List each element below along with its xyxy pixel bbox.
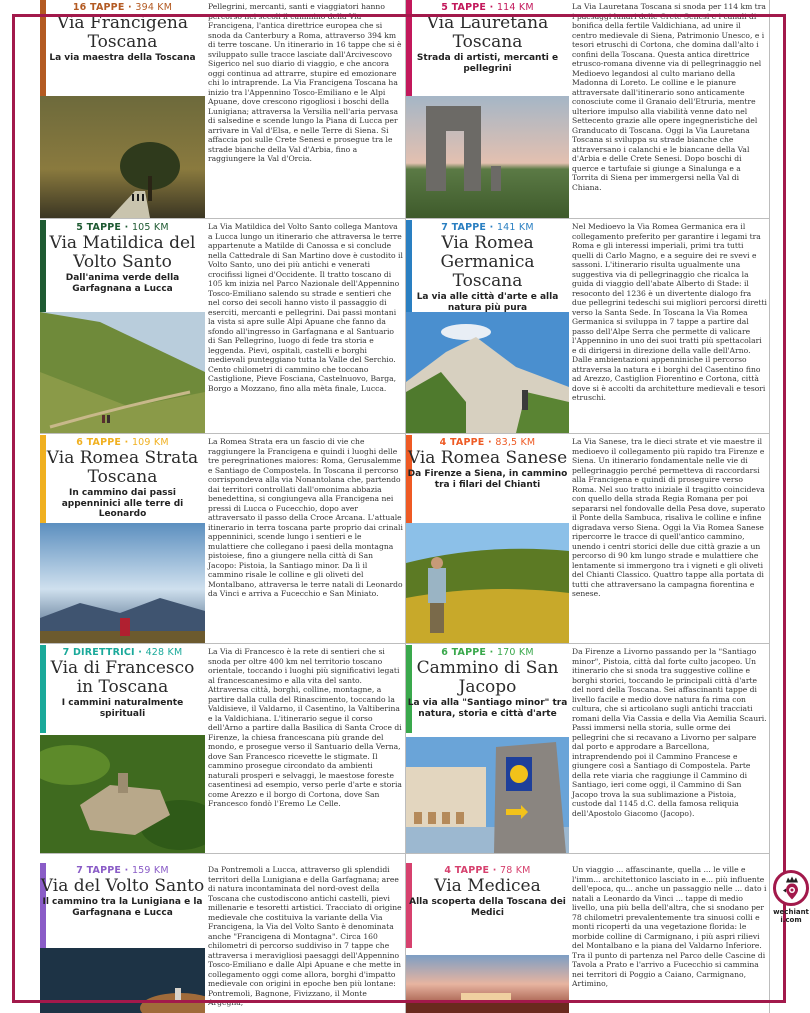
- route-photo: [406, 737, 569, 853]
- route-title: Via Francigena Toscana: [57, 13, 188, 52]
- route-card-via-francigena: [40, 0, 405, 219]
- route-title: Via Lauretana Toscana: [426, 13, 549, 52]
- route-subtitle: Il cammino tra la Lunigiana e la Garfagnana e Lucca: [42, 897, 203, 918]
- route-title: Via Romea Germanica Toscana: [440, 233, 535, 291]
- route-description: Da Firenze a Livorno passando per la "Santiago minor", Pistoia, città dal forte culto jacopeo. Un itinerario che si snoda tra suggestive colline e borghi storici, toccando le principali città d'arte del nord della Toscana. Sei affascinanti tappe di livello facile e medio dove natura fa rima con cultura, che si articolano sugli antichi tracciati romani della Via Cassia e della Via Aemilia Scauri. Passi immersi nella storia, sulle orme dei pellegrini che si recavano a Livorno per salpare dal porto e approdare a Barcellona, intraprendendo poi il Cammino Francese e giungere così a Santiago di Compostela. Parte della rete viaria che raggiunge il Cammino di Santiago, ieri come oggi, il Cammino di San Jacopo trova la sua sublimazione a Pistoia, custode dal 1145 d.C. della famosa reliquia dell'Apostolo Giacomo (Jacopo).: [572, 647, 767, 818]
- route-photo: [406, 955, 569, 1013]
- route-card-via-romea-germanica: [406, 220, 769, 434]
- column-divider: [769, 0, 770, 1013]
- route-photo: [40, 312, 205, 433]
- route-card-via-romea-strata: [40, 435, 405, 644]
- stages-tag: 16 TAPPE · 394 KM: [72, 2, 173, 13]
- stages-tag: 7 DIRETTRICI · 428 KM: [62, 647, 183, 658]
- route-description: Pellegrini, mercanti, santi e viaggiatori hanno percorso nei secoli il cammino della Via Francigena, l'antica direttrice europea che si snoda da Canterbury a Roma, attraverso 394 km di terre toscane. Un itinerario in 16 tappe che si è sviluppato sulle tracce lasciate dall'Arcivescovo Sigerico nel suo diario di viaggio, e che ancora oggi continua ad attrarre, stupire ed emozionare chi lo intraprende. La Via Francigena Toscana ha inizio tra l'Appennino Tosco-Emiliano e le Alpi Apuane, dove crescono rigogliosi i boschi della Lunigiana; attraversa la Versilia nell'aria pervasa di salsedine e scende lungo la Piana di Lucca per arrivare in Val d'Elsa, e nelle Terre di Siena. Si affaccia poi sulle Crete Senesi e prosegue tra le strade bianche della Val d'Arbia, fino a raggiungere la Val d'Orcia.: [208, 2, 402, 163]
- route-subtitle: La via alle città d'arte e alla natura più pura: [416, 292, 559, 313]
- route-photo: [406, 96, 569, 218]
- route-photo: [40, 523, 205, 643]
- route-subtitle: Da Firenze a Siena, in cammino tra i filari del Chianti: [407, 469, 568, 490]
- route-photo: [40, 96, 205, 218]
- route-subtitle: I cammini naturalmente spirituali: [61, 698, 184, 719]
- stages-tag: 7 TAPPE · 159 KM: [76, 865, 169, 876]
- route-photo: [406, 312, 569, 433]
- stages-tag: 5 TAPPE · 114 KM: [441, 2, 534, 13]
- route-card-cammino-di-san-jacopo: [406, 645, 769, 854]
- route-card-via-del-volto-santo: [40, 863, 405, 1013]
- route-photo: [40, 735, 205, 853]
- route-description: Nel Medioevo la Via Romea Germanica era il collegamento preferito per garantire i legami tra Roma e gli interessi imperiali, primi tra tutti quelli di Carlo Magno, e a seguire dei re svevi e sassoni. L'itinerario risulta ugualmente una suggestiva via di pellegrinaggio che ricalca la guida di viaggio dell'abate Alberto di Stade: il resoconto del 1236 è un divertente dialogo fra due pellegrini tedeschi sui migliori percorsi diretti verso la Santa Sede. In Toscana la Via Romea Germanica si sviluppa in 7 tappe a partire dal passo dell'Alpe Serra che permette di valicare l'Appennino in uno dei suoi tratti più spettacolari e di dirigersi in direzione della valle dell'Arno. Dalle ambientazioni appenniniche il percorso attraversa la natura e i borghi del Casentino fino ad Arezzo, Castiglion Fiorentino e Cortona, città dove si è accolti da architetture medievali e tesori etruschi.: [572, 222, 767, 402]
- route-title: Cammino di San Jacopo: [416, 658, 559, 697]
- route-photo: [406, 523, 569, 643]
- stages-tag: 7 TAPPE · 141 KM: [441, 222, 534, 233]
- route-description: La Via di Francesco è la rete di sentieri che si snoda per oltre 400 km nel territorio toscano orientale, toccando i luoghi più significativi legati al francescanesimo e alla vita del santo. Attraversa città, borghi, colline, montagne, a partire dalla culla del Rinascimento, toccando la Valdisieve, il Valdarno, il Casentino, la Valtiberina e la Valdichiana. L'itinerario segue il corso dell'Arno a partire dalla Basilica di Santa Croce di Firenze, la chiesa francescana più grande del mondo, e prosegue verso il Santuario della Verna, dove San Francesco ricevette le stigmate. Il cammino prosegue circondato da ambienti naturali prosperi e selvaggi, le maestose foreste casentinesi ad esempio, verso perle d'arte e storia come Arezzo e il borgo di Cortona, dove San Francesco fondò l'Eremo Le Celle.: [208, 647, 402, 808]
- route-title: Via Medicea: [434, 876, 541, 896]
- stages-tag: 6 TAPPE · 109 KM: [76, 437, 169, 448]
- route-card-via-romea-sanese: [406, 435, 769, 644]
- route-description: La Via Sanese, tra le dieci strate et vie maestre il medioevo il collegamento più rapido tra Firenze e Siena. Un itinerario fondamentale nelle vie di pellegrinaggio perché permetteva di raccordarsi alla Francigena e quindi di proseguire verso Roma. Nel suo tratto iniziale il tragitto coincideva con quello della strada Regia Romana per poi separarsi nel fondovalle della Pesa dove, superato il Ponte della Sambuca, risaliva le colline e infine digradava verso Siena. Oggi la Via Romea Sanese ripercorre le tracce di quell'antico cammino, unendo i centri storici delle due città grazie a un percorso di 90 km lungo strade e mulattiere che lentamente si immergono tra i vigneti e gli oliveti del Chianti Classico. Quattro tappe alla portata di tutti che attraversano la campagna fiorentina e senese.: [572, 437, 766, 598]
- stages-tag: 5 TAPPE · 105 KM: [76, 222, 169, 233]
- stages-tag: 4 TAPPE · 83,5 KM: [439, 437, 536, 448]
- route-title: Via Matildica del Volto Santo: [49, 233, 196, 272]
- map-pin-crown-icon: [782, 874, 802, 902]
- route-description: Da Pontremoli a Lucca, attraverso gli splendidi territori della Lunigiana e della Garfagnana; aree di natura incontaminata del nord-ovest della Toscana che custodiscono antichi castelli, pievi millenarie e tesoretti artistici. Tracciato di origine medievale che costituiva la variante della Via Francigena, la Via del Volto Santo è denominata anche "Francigena di Montagna". Circa 160 chilometri di percorso suddiviso in 7 tappe che attraversa i meravigliosi paesaggi dell'Appennino Tosco-Emiliano e dalle Alpi Apuane e che mette in collegamento oggi come allora, borghi d'impatto medievale con origini in epoche ben più lontane: Pontremoli, Bagnone, Fivizzano, il Monte Argegna,: [208, 865, 402, 1007]
- route-description: Un viaggio ... affascinante, quella ... le ville e l'imm... architettonico lasciato in e... più influente dell'epoca, qu... anche un passaggio nelle ... dato i natali a Leonardo da Vinci ... tappe di medio livello, una più bella dell'altra, che si snodano per 78 chilometri prevalentemente tra sinuosi colli e monti ricoperti da una vegetazione florida: le morbide colline di Carmignano, i più aspri rilievi del Montalbano e la piana del Valdarno Inferiore. Tra il punto di partenza nel Parco delle Cascine di Tavola a Prato e l'arrivo a Fucecchio si cammina nei territori di Poggio a Caiano, Carmignano, Artimino,: [572, 865, 767, 988]
- route-title: Via Romea Sanese: [407, 448, 568, 468]
- route-card-via-lauretana: [406, 0, 769, 219]
- route-subtitle: In cammino dai passi appenninici alle terre di Leonardo: [61, 488, 184, 519]
- route-description: La Romea Strata era un fascio di vie che raggiungere la Francigena e quindi i luoghi delle tre peregrinationes maiores: Roma, Gerusalemme e Santiago de Compostela. In Toscana il percorso corrispondeva alla via Nonantolana che, partendo dai territori controllati dall'omonima abbazia benedettina, si congiungeva alla Francigena nei pressi di Lucca o Fucecchio, dopo aver attraversato il passo della Croce Arcana. L'attuale itinerario in terra toscana parte proprio dai crinali appenninici, scende lungo i sentieri e le mulattiere che collegano i paesi della montagna pistoiese, fino a giungere nella città di San Jacopo: Pistoia, la Santiago minor. Da lì il cammino risale le colline e gli oliveti del Montalbano, attraversa le terre natali di Leonardo da Vinci e arriva a Fucecchio e San Miniato.: [208, 437, 403, 598]
- stages-tag: 6 TAPPE · 170 KM: [441, 647, 534, 658]
- route-description: La Via Lauretana Toscana si snoda per 114 km tra i paesaggi lunari delle Crete Senesi e i canali di bonifica della fertile Valdichiana, ad unire il centro medievale di Siena, Patrimonio Unesco, e i tesori etruschi di Cortona, che domina dall'alto i confini della Toscana. Questa antica direttrice etrusco-romana divenne via di pellegrinaggio nel Medioevo legandosi al culto mariano della Madonna di Loreto. Le colline e le pianure attraversate dall'itinerario sono anticamente conosciute come il Granaio dell'Etruria, mentre ulteriore impulso alla viabilità venne dato nel Settecento grazie alle opere ingegneristiche del Granducato di Toscana. Oggi la Via Lauretana Toscana si sviluppa su strade bianche che attraversano i calanchi e le biancane della Val d'Arbia e delle Crete Senesi. Dopo boschi di querce e tartufaie si giunge a Sinalunga e a Torrita di Siena per immergersi nella Val di Chiana.: [572, 2, 766, 192]
- route-photo: [40, 948, 205, 1013]
- route-subtitle: La via maestra della Toscana: [49, 53, 196, 63]
- stages-tag: 4 TAPPE · 78 KM: [444, 865, 531, 876]
- route-card-via-di-francesco: [40, 645, 405, 854]
- route-description: La Via Matildica del Volto Santo collega Mantova a Lucca lungo un itinerario che attraversa le terre appartenute a Matilde di Canossa e si conclude nella Cattedrale di San Martino dove è custodito il Volto Santo, uno dei più antichi e venerati crocifissi lignei d'Occidente. Il tratto toscano di 105 km inizia nel Parco Nazionale dell'Appennino Tosco-Emiliano salendo su strade e sentieri che nel corso dei secoli hanno visto il passaggio di eserciti, mercanti e pellegrini. Dai passi montani la vista si apre sulle Alpi Apuane che fanno da sfondo all'ingresso in Garfagnana e al Santuario di San Pellegrino, luogo di fede tra storia e leggenda. Pievi, ospitali, castelli e borghi medievali punteggiano tutta la Valle del Serchio. Cento chilometri di cammino che toccano Castiglione, Pieve Fosciana, Castelnuovo, Barga, Borgo a Mozzano, fino alla mèta finale, Lucca.: [208, 222, 403, 393]
- watermark-text: wechianti.com: [773, 908, 809, 924]
- route-card-via-matildica: [40, 220, 405, 434]
- route-card-via-medicea: [406, 863, 769, 1013]
- route-title: Via del Volto Santo: [40, 876, 205, 896]
- route-subtitle: La via alla "Santiago minor" tra natura, storia e città d'arte: [407, 698, 568, 719]
- route-title: Via di Francesco in Toscana: [50, 658, 195, 697]
- route-title: Via Romea Strata Toscana: [46, 448, 199, 487]
- watermark-logo: [773, 870, 809, 906]
- route-subtitle: Strada di artisti, mercanti e pellegrini: [416, 53, 559, 74]
- route-subtitle: Dall'anima verde della Garfagnana a Lucca: [65, 273, 180, 294]
- route-subtitle: Alla scoperta della Toscana dei Medici: [409, 897, 566, 918]
